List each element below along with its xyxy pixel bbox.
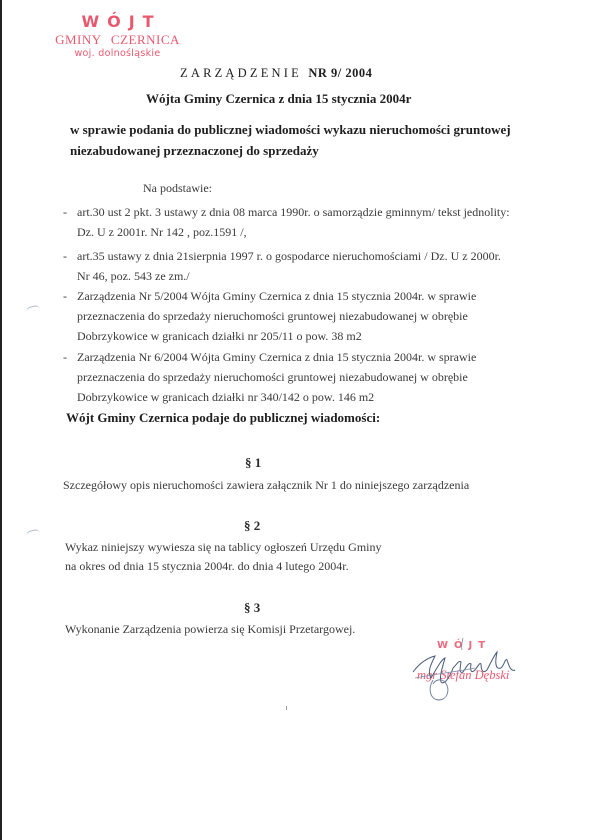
signature-stamp-name: mgr Stefan Dębski [417,668,510,682]
basis-item-line: art.35 ustawy z dnia 21sierpnia 1997 r. o gospodarce nieruchomościami / Dz. U z 2000r. [77,249,501,263]
basis-item-line: Zarządzenia Nr 5/2004 Wójta Gminy Czernica z dnia 15 stycznia 2004r. w sprawie [77,289,477,303]
section-heading: § 2 [244,518,261,533]
document-title [180,66,372,81]
stamp-line-3: woj. dolnośląskie [74,48,161,59]
signature-block [405,638,535,708]
subject-line-2: niezabudowanej przeznaczonej do sprzedaży [70,143,319,158]
bullet: - [63,350,67,364]
scan-mark [26,305,41,313]
title-word: ZARZĄDZENIE [180,66,302,80]
basis-item-line: przeznaczenia do sprzedaży nieruchomości gruntowej niezabudowanej w obrębie [77,309,468,323]
stamp-line-2: GMINY CZERNICA [55,32,180,47]
subject-line-1: w sprawie podania do publicznej wiadomości wykazu nieruchomości gruntowej [70,122,511,137]
basis-item-line: przeznaczenia do sprzedaży nieruchomości gruntowej niezabudowanej w obrębie [77,370,468,384]
bullet: - [63,205,67,219]
section-text: Szczegółowy opis nieruchomości zawiera załącznik Nr 1 do niniejszego zarządzenia [63,478,470,492]
section-text: Wykonanie Zarządzenia powierza się Komisji Przetargowej. [65,622,356,636]
title-number: NR 9/ 2004 [308,66,373,80]
scan-mark [26,529,41,537]
handwritten-signature [405,638,535,708]
section-text: na okres od dnia 15 stycznia 2004r. do dnia 4 lutego 2004r. [65,559,349,573]
basis-item-line: Zarządzenia Nr 6/2004 Wójta Gminy Czernica z dnia 15 stycznia 2004r. w sprawie [77,350,477,364]
scan-speck [286,706,287,710]
scan-edge [0,0,2,840]
basis-intro: Na podstawie: [143,181,212,195]
signature-stamp-title: WÓJT [437,640,492,651]
section-text: Wykaz niniejszy wywiesza się na tablicy ogłoszeń Urzędu Gminy [65,540,382,554]
announcement: Wójt Gminy Czernica podaje do publicznej wiadomości: [66,410,381,425]
office-stamp [50,14,185,59]
basis-item-line: Dz. U z 2001r. Nr 142 , poz.1591 /, [77,225,247,239]
basis-item-line: Dobrzykowice w granicach działki nr 205/11 o pow. 38 m2 [77,329,362,343]
document-subtitle: Wójta Gminy Czernica z dnia 15 stycznia 2004r [146,91,412,106]
basis-item-line: Nr 46, poz. 543 ze zm./ [77,269,190,283]
basis-item-line: art.30 ust 2 pkt. 3 ustawy z dnia 08 marca 1990r. o samorządzie gminnym/ tekst jednolity: [77,205,510,219]
section-heading: § 1 [245,455,262,470]
section-heading: § 3 [244,600,261,615]
stamp-line-1: WÓJT [81,12,162,31]
bullet: - [63,289,67,303]
basis-item-line: Dobrzykowice w granicach działki nr 340/142 o pow. 146 m2 [77,390,375,404]
bullet: - [63,249,67,263]
